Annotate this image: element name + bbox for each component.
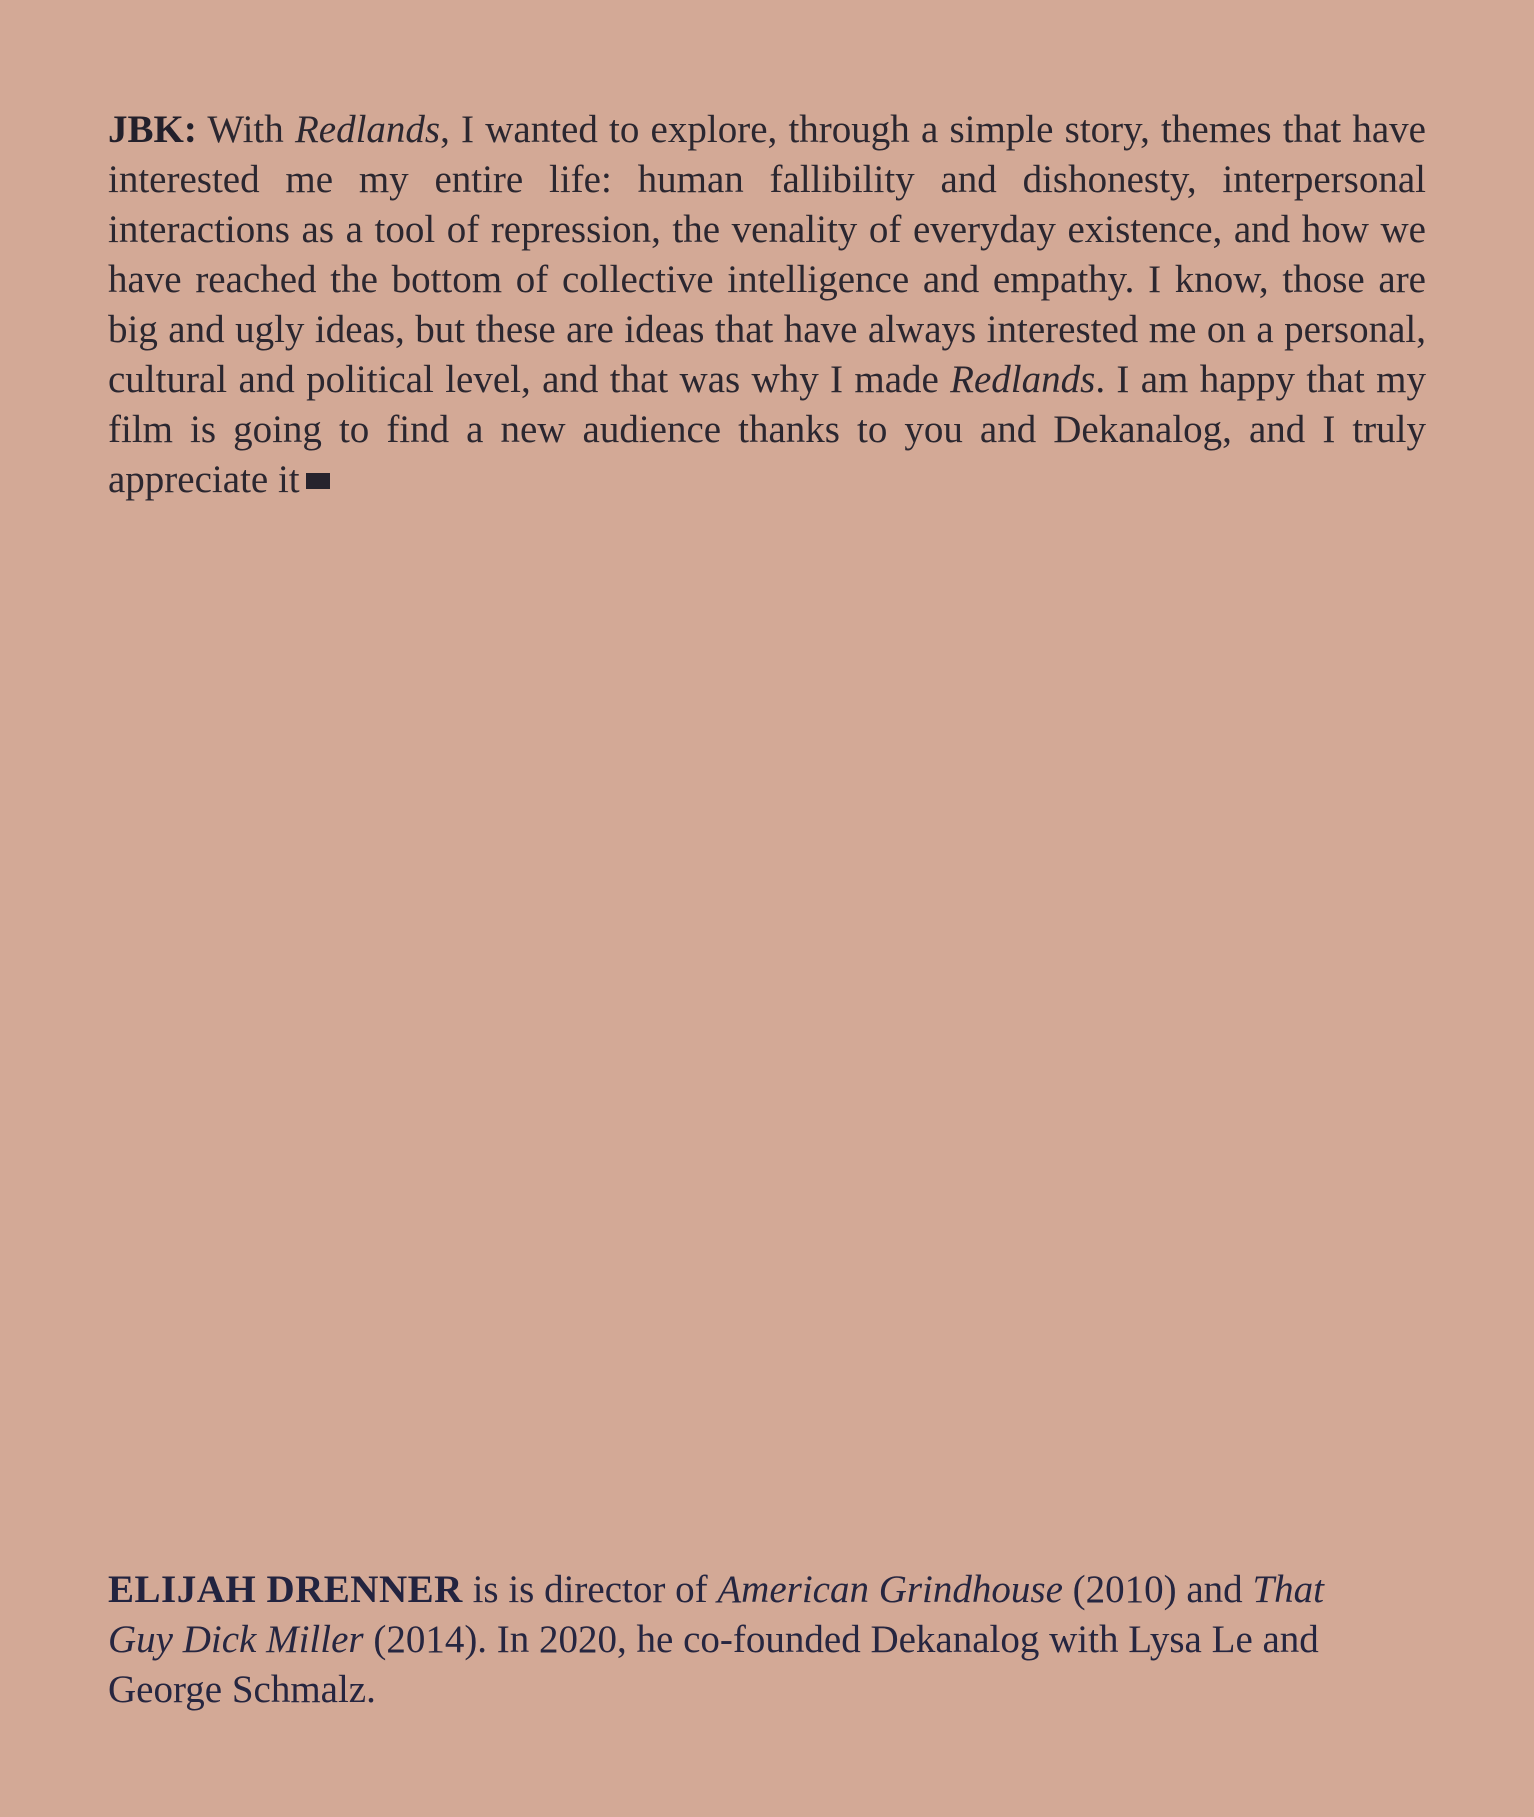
author-bio (108, 1565, 1388, 1715)
answer-text-2: , I wanted to explore, through a simple story, themes that have interested me my entire life: human fallibility and dishonesty, interpersonal interactions as a tool of repression, the venality of everyday existence, and how we have reached the bottom of collective intelligence and empathy. I know, those are big and ugly ideas, but these are ideas that have always interested me on a personal, cultural and political level, and that was why I made (108, 108, 1426, 401)
bio-text-3: (2014). In 2020, he co-founded Dekanalog with Lysa Le and George Schmalz. (108, 1618, 1319, 1711)
answer-text-3: . I am happy that my film is going to find a new audience thanks to you and Dekanalog, and I truly appreciate it (108, 358, 1426, 501)
bio-film-that-guy-dick-miller: That Guy Dick Miller (108, 1568, 1324, 1661)
bio-text-1: is is director of (462, 1568, 718, 1611)
bio-text-2: (2010) and (1062, 1568, 1253, 1611)
bio-film-american-grindhouse: American Grindhouse (717, 1568, 1063, 1611)
bio-name: ELIJAH DRENNER (108, 1568, 463, 1611)
interview-answer (108, 105, 1426, 505)
speaker-label: JBK: (108, 108, 197, 151)
end-mark-icon (306, 473, 330, 489)
film-title-redlands-2: Redlands (950, 358, 1096, 401)
answer-text-1: With (196, 108, 295, 151)
film-title-redlands-1: Redlands (294, 108, 441, 151)
